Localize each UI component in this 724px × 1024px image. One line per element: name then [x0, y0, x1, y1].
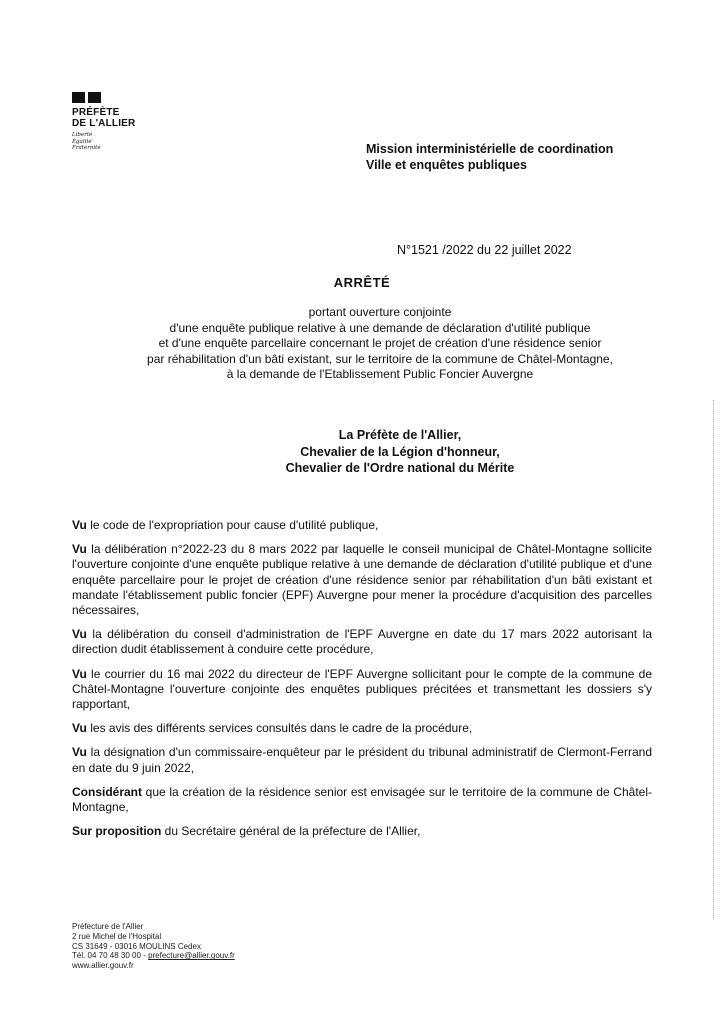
- footer-website-link[interactable]: www.allier.gouv.fr: [72, 961, 134, 971]
- visa-keyword: Vu: [72, 518, 87, 532]
- footer-phone: Tél. 04 70 48 30 00 -: [72, 951, 149, 961]
- prefecture-logo: [72, 92, 152, 152]
- signer-block: [220, 427, 580, 477]
- prefecture-name-line2: DE L'ALLIER: [72, 118, 136, 129]
- visa-text: le courrier du 16 mai 2022 du directeur de l'EPF Auvergne sollicitant pour le compte de la commune de Châtel-Montagne l'ouverture conjointe des enquêtes publiques précitées et transmettant les dossiers s'y rapportant,: [72, 666, 652, 712]
- visa-keyword: Vu: [72, 627, 87, 642]
- visa-text: les avis des différents services consultés dans le cadre de la procédure,: [86, 721, 473, 736]
- signer-line3: Chevalier de l'Ordre national du Mérite: [285, 461, 515, 475]
- footer-line2: 2 rue Michel de l'Hospital: [72, 931, 162, 941]
- footer-line3: CS 31649 - 03016 MOULINS Cedex: [72, 941, 201, 951]
- marianne-emblem: [72, 92, 152, 103]
- visa-keyword: Vu: [72, 745, 87, 760]
- visa-keyword: Vu: [72, 542, 87, 557]
- objet-line: portant ouverture conjointe: [308, 305, 452, 319]
- footer-line1: Préfecture de l'Allier: [72, 922, 144, 931]
- arrete-objet: [80, 305, 680, 383]
- visa-item: [72, 542, 652, 618]
- visa-item: [72, 745, 652, 775]
- signer-line2: Chevalier de la Légion d'honneur,: [300, 444, 500, 459]
- visa-keyword: Vu: [72, 666, 87, 681]
- mission-line1: Mission interministérielle de coordination: [366, 142, 614, 156]
- emblem-block-right: [88, 92, 101, 103]
- motto-liberte: Liberté: [72, 132, 93, 138]
- motto-egalite: Égalité: [72, 138, 92, 145]
- objet-line: par réhabilitation d'un bâti existant, sur le territoire de la commune de Châtel-Montagne,: [147, 351, 613, 366]
- considerant-keyword: Considérant: [72, 784, 143, 799]
- objet-line: à la demande de l'Etablissement Public Foncier Auvergne: [226, 367, 534, 381]
- visa-text: la délibération du conseil d'administration de l'EPF Auvergne en date du 17 mars 2022 autorisant la direction dudit établissement à conduire cette procédure,: [72, 627, 652, 657]
- footer-email-link[interactable]: prefecture@allier.gouv.fr: [148, 951, 235, 961]
- visa-text: le code de l'expropriation pour cause d'utilité publique,: [86, 518, 379, 532]
- proposition-text: du Secrétaire général de la préfecture de l'Allier,: [161, 824, 421, 839]
- proposition-keyword: Sur proposition: [72, 824, 162, 839]
- footer-contact: [72, 951, 235, 961]
- arrete-number: N°1521 /2022 du 22 juillet 2022: [397, 243, 572, 257]
- objet-line: et d'une enquête parcellaire concernant le projet de création d'une résidence senior: [158, 336, 602, 350]
- prefecture-name-line1: PRÉFÈTE: [72, 107, 120, 118]
- considerant-item: [72, 785, 652, 815]
- arrete-title: ARRÊTÉ: [333, 275, 391, 290]
- emblem-block-left: [72, 92, 85, 103]
- visa-item: [72, 667, 652, 713]
- considerant-text: que la création de la résidence senior est envisagée sur le territoire de la commune de Châtel-Montagne,: [72, 784, 652, 815]
- visa-text: la délibération n°2022-23 du 8 mars 2022 par laquelle le conseil municipal de Châtel-Montagne sollicite l'ouverture conjointe d'une enquête publique relative à une demande de déclaration d'utilité publique et d'une enquête parcellaire pour le projet de création d'une résidence senior par réhabilitation d'un bâti existant et mandate l'établissement public foncier (EPF) Auvergne pour mener la procédure d'acquisition des parcelles nécessaires,: [72, 542, 652, 618]
- margin-scan-marks: [713, 400, 715, 920]
- mission-line2: Ville et enquêtes publiques: [366, 158, 527, 172]
- republic-motto: [72, 132, 152, 152]
- footer-address: [72, 922, 235, 971]
- motto-fraternite: Fraternité: [72, 145, 101, 151]
- visa-text: la désignation d'un commissaire-enquêteur par le président du tribunal administratif de Clermont-Ferrand en date du 9 juin 2022,: [72, 745, 652, 775]
- visa-item: [72, 627, 652, 657]
- visa-item: [72, 518, 652, 533]
- objet-line: d'une enquête publique relative à une demande de déclaration d'utilité publique: [169, 320, 591, 335]
- visa-keyword: Vu: [72, 721, 87, 736]
- visas-list: [72, 518, 652, 848]
- visa-item: [72, 721, 652, 736]
- signer-line1: La Préfète de l'Allier,: [338, 428, 462, 442]
- proposition-item: [72, 824, 652, 839]
- mission-heading: [366, 141, 613, 173]
